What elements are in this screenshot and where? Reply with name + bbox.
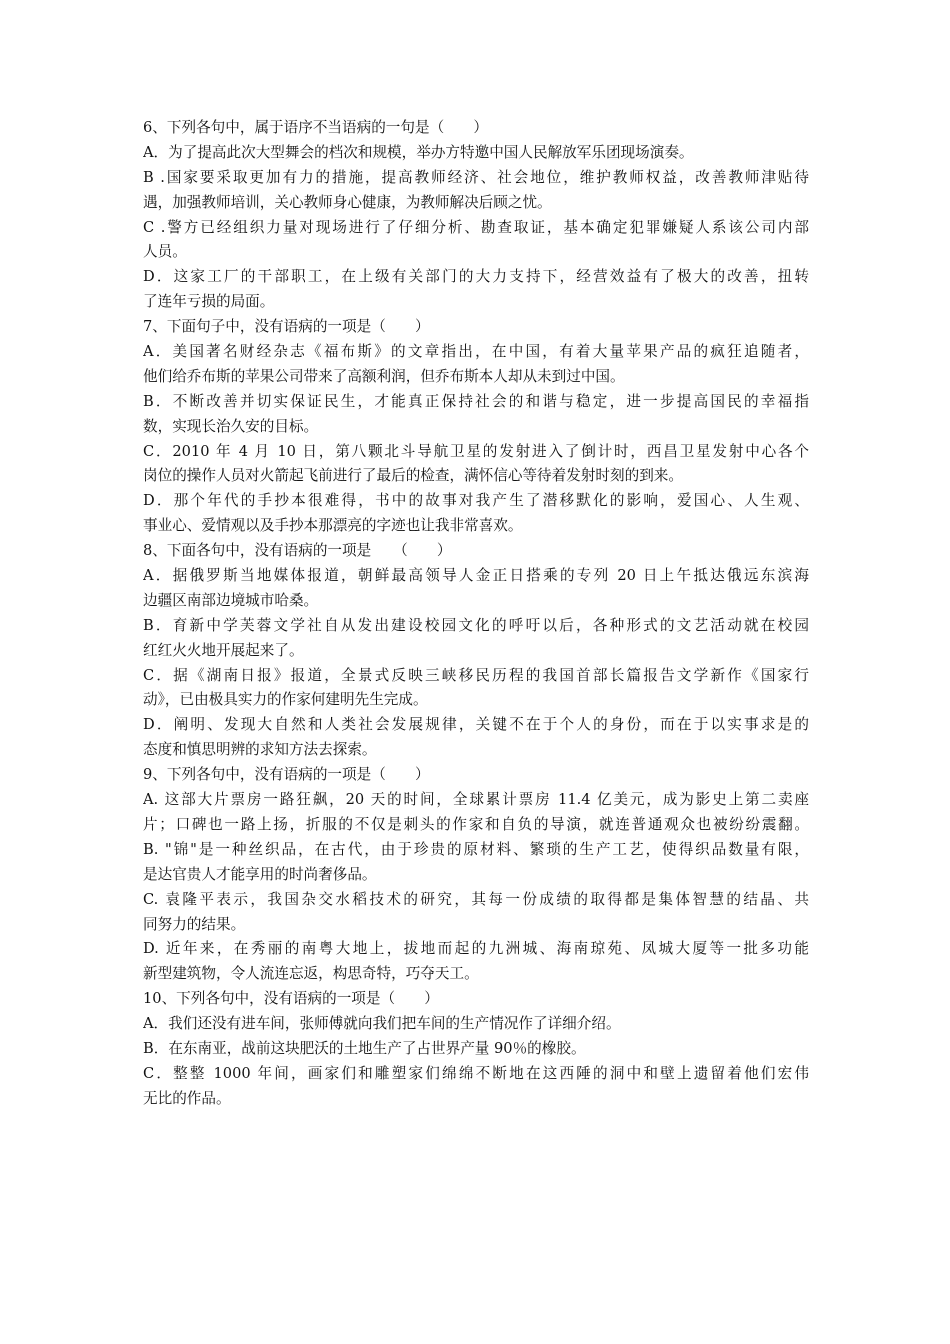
text-line: D．这家工厂的干部职工，在上级有关部门的大力支持下，经营效益有了极大的改善，扭转 — [143, 268, 809, 286]
text-line: A．为了提高此次大型舞会的档次和规模，举办方特邀中国人民解放军乐团现场演奏。 — [143, 143, 694, 161]
text-line: A．美国著名财经杂志《福布斯》的文章指出，在中国，有着大量苹果产品的疯狂追随者， — [143, 343, 809, 361]
text-line: 事业心、爱情观以及手抄本那漂亮的字迹也让我非常喜欢。 — [143, 517, 523, 535]
text-line: 他们给乔布斯的苹果公司带来了高额利润，但乔布斯本人却从未到过中国。 — [143, 367, 625, 385]
text-line: 边疆区南部边境城市哈桑。 — [143, 591, 319, 609]
text-line: B .国家要采取更加有力的措施，提高教师经济、社会地位，维护教师权益，改善教师津贴待 — [143, 168, 809, 186]
text-line: 7、下面句子中，没有语病的一项是（ ） — [143, 318, 430, 336]
text-line: B．在东南亚，战前这块肥沃的土地生产了占世界产量 90％的橡胶。 — [143, 1039, 586, 1057]
text-line: B．育新中学芙蓉文学社自从发出建设校园文化的呼吁以后，各种形式的文艺活动就在校园 — [143, 616, 809, 634]
text-line: C. 袁隆平表示，我国杂交水稻技术的研究，其每一份成绩的取得都是集体智慧的结晶、共 — [143, 890, 809, 908]
text-line: 遇，加强教师培训，关心教师身心健康，为教师解决后顾之忧。 — [143, 193, 552, 211]
text-line: 红红火火地开展起来了。 — [143, 641, 304, 659]
text-line: C．整整 1000 年间，画家们和雕塑家们绵绵不断地在这西陲的洞中和壁上遗留着他们宏伟 — [143, 1064, 809, 1082]
text-line: 片；口碑也一路上扬，折服的不仅是刺头的作家和自负的导演，就连普通观众也被纷纷震翻。 — [143, 815, 809, 833]
text-line: 态度和慎思明辨的求知方法去探索。 — [143, 741, 377, 759]
text-line: B. "锦"是一种丝织品，在古代，由于珍贵的原材料、繁琐的生产工艺，使得织品数量有限， — [143, 840, 809, 858]
text-line: 动》，已由极具实力的作家何建明先生完成。 — [143, 691, 428, 709]
text-line: 9、下列各句中，没有语病的一项是（ ） — [143, 766, 430, 784]
text-line: 是达官贵人才能享用的时尚奢侈品。 — [143, 865, 377, 883]
text-line: D．那个年代的手抄本很难得，书中的故事对我产生了潜移默化的影响，爱国心、人生观、 — [143, 492, 809, 510]
text-line: 8、下面各句中，没有语病的一项是 （ ） — [143, 542, 452, 560]
text-line: 数，实现长治久安的目标。 — [143, 417, 319, 435]
text-line: 同努力的结果。 — [143, 915, 246, 933]
text-line: D. 近年来，在秀丽的南粤大地上，拔地而起的九洲城、海南琼苑、凤城大厦等一批多功能 — [143, 940, 809, 958]
text-line: 无比的作品。 — [143, 1089, 231, 1107]
text-line: 新型建筑物，令人流连忘返，构思奇特，巧夺天工。 — [143, 965, 479, 983]
text-line: C．据《湖南日报》报道，全景式反映三峡移民历程的我国首部长篇报告文学新作《国家行 — [143, 666, 809, 684]
text-line: B．不断改善并切实保证民生，才能真正保持社会的和谐与稳定，进一步提高国民的幸福指 — [143, 392, 809, 410]
text-line: C .警方已经组织力量对现场进行了仔细分析、勘查取证，基本确定犯罪嫌疑人系该公司内部 — [143, 218, 809, 236]
text-line: A. 这部大片票房一路狂飙，20 天的时间，全球累计票房 11.4 亿美元，成为影史上第二卖座 — [143, 791, 809, 809]
text-line: C．2010 年 4 月 10 日，第八颗北斗导航卫星的发射进入了倒计时，西昌卫星发射中心各个 — [143, 442, 809, 460]
document-body — [143, 116, 809, 1112]
text-line: D．阐明、发现大自然和人类社会发展规律，关键不在于个人的身份，而在于以实事求是的 — [143, 716, 809, 734]
text-line: 10、下列各句中，没有语病的一项是（ ） — [143, 990, 439, 1008]
text-line: A．据俄罗斯当地媒体报道，朝鲜最高领导人金正日搭乘的专列 20 日上午抵达俄远东滨海 — [143, 567, 809, 585]
text-line: 人员。 — [143, 243, 187, 261]
text-line: 了连年亏损的局面。 — [143, 293, 275, 311]
text-line: 6、下列各句中，属于语序不当语病的一句是（ ） — [143, 119, 488, 136]
text-line: A．我们还没有进车间，张师傅就向我们把车间的生产情况作了详细介绍。 — [143, 1015, 621, 1033]
text-line: 岗位的操作人员对火箭起飞前进行了最后的检查，满怀信心等待着发射时刻的到来。 — [143, 467, 683, 485]
